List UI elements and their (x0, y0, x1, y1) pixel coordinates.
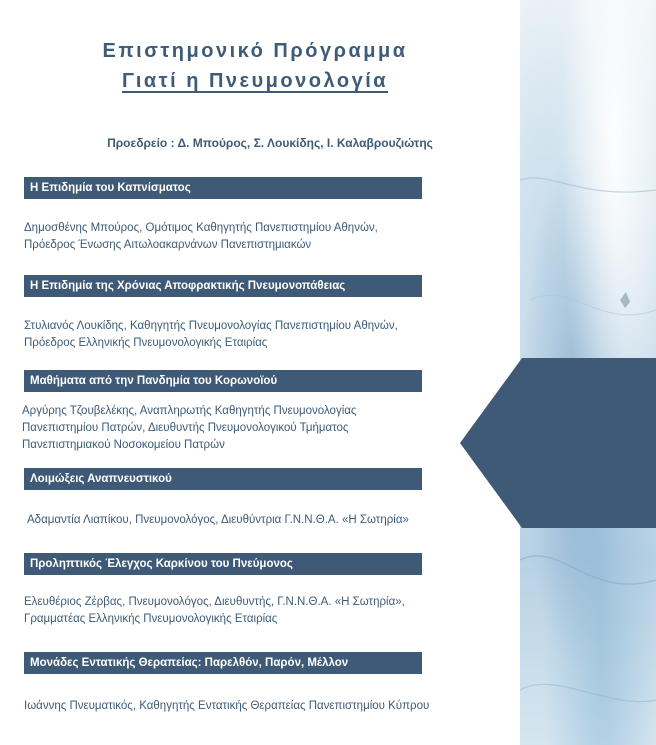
session-heading-lung-cancer: Προληπτικός Έλεγχος Καρκίνου του Πνεύμονος (24, 553, 422, 575)
speaker-line: Στυλιανός Λουκίδης, Καθηγητής Πνευμονολογίας Πανεπιστημίου Αθηνών, (24, 320, 398, 332)
speaker-line: Ιωάννης Πνευματικός, Καθηγητής Εντατικής Θεραπείας Πανεπιστημίου Κύπρου (24, 700, 430, 712)
program-title: Επιστημονικό Πρόγραμμα (102, 40, 408, 62)
speaker-line: Πανεπιστημιακού Νοσοκομείου Πατρών (22, 439, 225, 451)
chevron-shape (460, 358, 656, 528)
speaker-line: Γραμματέας Ελληνικής Πνευμονολογικής Εταιρίας (24, 613, 278, 625)
speaker-line: Ελευθέριος Ζέρβας, Πνευμονολόγος, Διευθυντής, Γ.Ν.Ν.Θ.Α. «Η Σωτηρία», (24, 596, 405, 608)
session-heading-icu: Μονάδες Εντατικής Θεραπείας: Παρελθόν, Παρόν, Μέλλον (24, 652, 422, 674)
program-subtitle: Γιατί η Πνευμονολογία (121, 70, 389, 92)
speaker-line: Αδαμαντία Λιαπίκου, Πνευμονολόγος, Διευθύντρια Γ.Ν.Ν.Θ.Α. «Η Σωτηρία» (27, 514, 409, 526)
speaker-line: Πρόεδρος Ένωσης Αιτωλοακαρνάνων Πανεπιστημιακών (24, 239, 312, 251)
speaker-line: Αργύρης Τζουβελέκης, Αναπληρωτής Καθηγητής Πνευμονολογίας (22, 405, 357, 417)
presidium-line: Προεδρείο : Δ. Μπούρος, Σ. Λουκίδης, Ι. Καλαβρουζιώτης (107, 136, 433, 150)
speaker-line: Πανεπιστημίου Πατρών, Διευθυντής Πνευμονολογικού Τμήματος (22, 422, 349, 434)
session-heading-copd: Η Επιδημία της Χρόνιας Αποφρακτικής Πνευμονοπάθειας (24, 275, 422, 297)
session-heading-covid: Μαθήματα από την Πανδημία του Κορωνοϊού (24, 370, 422, 392)
speaker-line: Δημοσθένης Μπούρος, Ομότιμος Καθηγητής Πανεπιστημίου Αθηνών, (24, 222, 378, 234)
session-heading-infections: Λοιμώξεις Αναπνευστικού (24, 468, 422, 490)
session-heading-smoking: Η Επιδημία του Καπνίσματος (24, 177, 422, 199)
speaker-line: Πρόεδρος Ελληνικής Πνευμονολογικής Εταιρίας (24, 337, 268, 349)
